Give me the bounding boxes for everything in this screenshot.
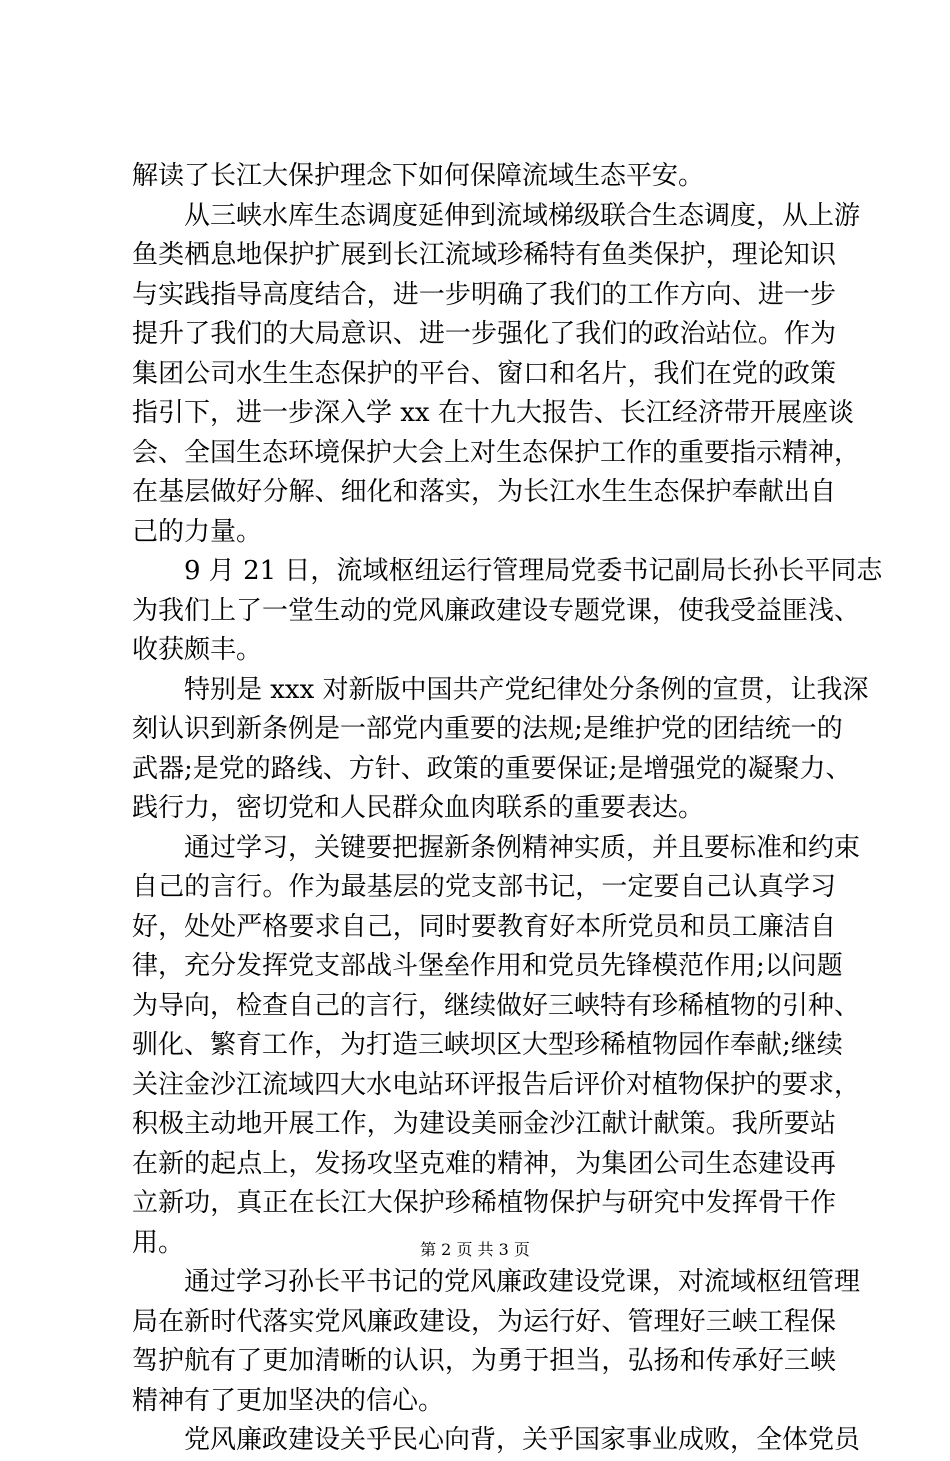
text-line: 9 月 21 日，流域枢纽运行管理局党委书记副局长孙长平同志 [184, 556, 883, 586]
text-line: 局在新时代落实党风廉政建设，为运行好、管理好三峡工程保 [132, 1306, 836, 1337]
text-line: 践行力，密切党和人民群众血肉联系的重要表达。 [132, 793, 705, 823]
text-line: 鱼类栖息地保护扩展到长江流域珍稀特有鱼类保护，理论知识 [132, 240, 836, 270]
text-line: 刻认识到新条例是一部党内重要的法规;是维护党的团结统一的 [132, 714, 843, 744]
text-line: 驯化、繁育工作，为打造三峡坝区大型珍稀植物园作奉献;继续 [132, 1030, 843, 1060]
text-line: 特别是 xxx 对新版中国共产党纪律处分条例的宣贯，让我深 [184, 674, 869, 705]
text-line: 与实践指导高度结合，进一步明确了我们的工作方向、进一步 [132, 279, 836, 310]
text-line: 收获颇丰。 [132, 635, 263, 665]
text-line: 积极主动地开展工作，为建设美丽金沙江献计献策。我所要站 [132, 1109, 836, 1139]
text-line: 用。 [132, 1227, 185, 1258]
document-body [132, 157, 883, 1461]
text-line: 为我们上了一堂生动的党风廉政建设专题党课，使我受益匪浅、 [132, 595, 861, 626]
text-line: 为导向，检查自己的言行，继续做好三峡特有珍稀植物的引种、 [132, 990, 861, 1021]
text-line: 精神有了更加坚决的信心。 [132, 1385, 445, 1416]
text-line: 关注金沙江流域四大水电站环评报告后评价对植物保护的要求， [132, 1069, 861, 1100]
text-line: 通过学习孙长平书记的党风廉政建设党课，对流域枢纽管理 [184, 1267, 861, 1297]
page-footer: 第 2 页 共 3 页 [420, 1240, 530, 1259]
text-line: 立新功，真正在长江大保护珍稀植物保护与研究中发挥骨干作 [132, 1188, 836, 1218]
text-line: 从三峡水库生态调度延伸到流域梯级联合生态调度，从上游 [184, 200, 861, 231]
text-line: 武器;是党的路线、方针、政策的重要保证;是增强党的凝聚力、 [132, 753, 852, 784]
text-line: 驾护航有了更加清晰的认识，为勇于担当，弘扬和传承好三峡 [132, 1346, 836, 1376]
text-line: 解读了长江大保护理念下如何保障流域生态平安。 [132, 161, 705, 191]
text-line: 党风廉政建设关乎民心向背，关乎国家事业成败，全体党员 [184, 1425, 861, 1455]
text-line: 在基层做好分解、细化和落实，为长江水生生态保护奉献出自 [132, 477, 836, 507]
text-line: 己的力量。 [132, 516, 263, 547]
text-line: 通过学习，关键要把握新条例精神实质，并且要标准和约束 [184, 832, 861, 863]
text-line: 提升了我们的大局意识、进一步强化了我们的政治站位。作为 [132, 319, 836, 349]
text-line: 律，充分发挥党支部战斗堡垒作用和党员先锋模范作用;以问题 [132, 951, 843, 981]
text-line: 集团公司水生生态保护的平台、窗口和名片，我们在党的政策 [132, 358, 836, 389]
text-line: 好，处处严格要求自己，同时要教育好本所党员和员工廉洁自 [132, 911, 836, 942]
text-line: 自己的言行。作为最基层的党支部书记，一定要自己认真学习 [132, 872, 836, 902]
text-line: 指引下，进一步深入学 xx 在十九大报告、长江经济带开展座谈 [132, 398, 854, 428]
text-line: 会、全国生态环境保护大会上对生态保护工作的重要指示精神， [132, 437, 861, 468]
text-line: 在新的起点上，发扬攻坚克难的精神，为集团公司生态建设再 [132, 1148, 836, 1179]
